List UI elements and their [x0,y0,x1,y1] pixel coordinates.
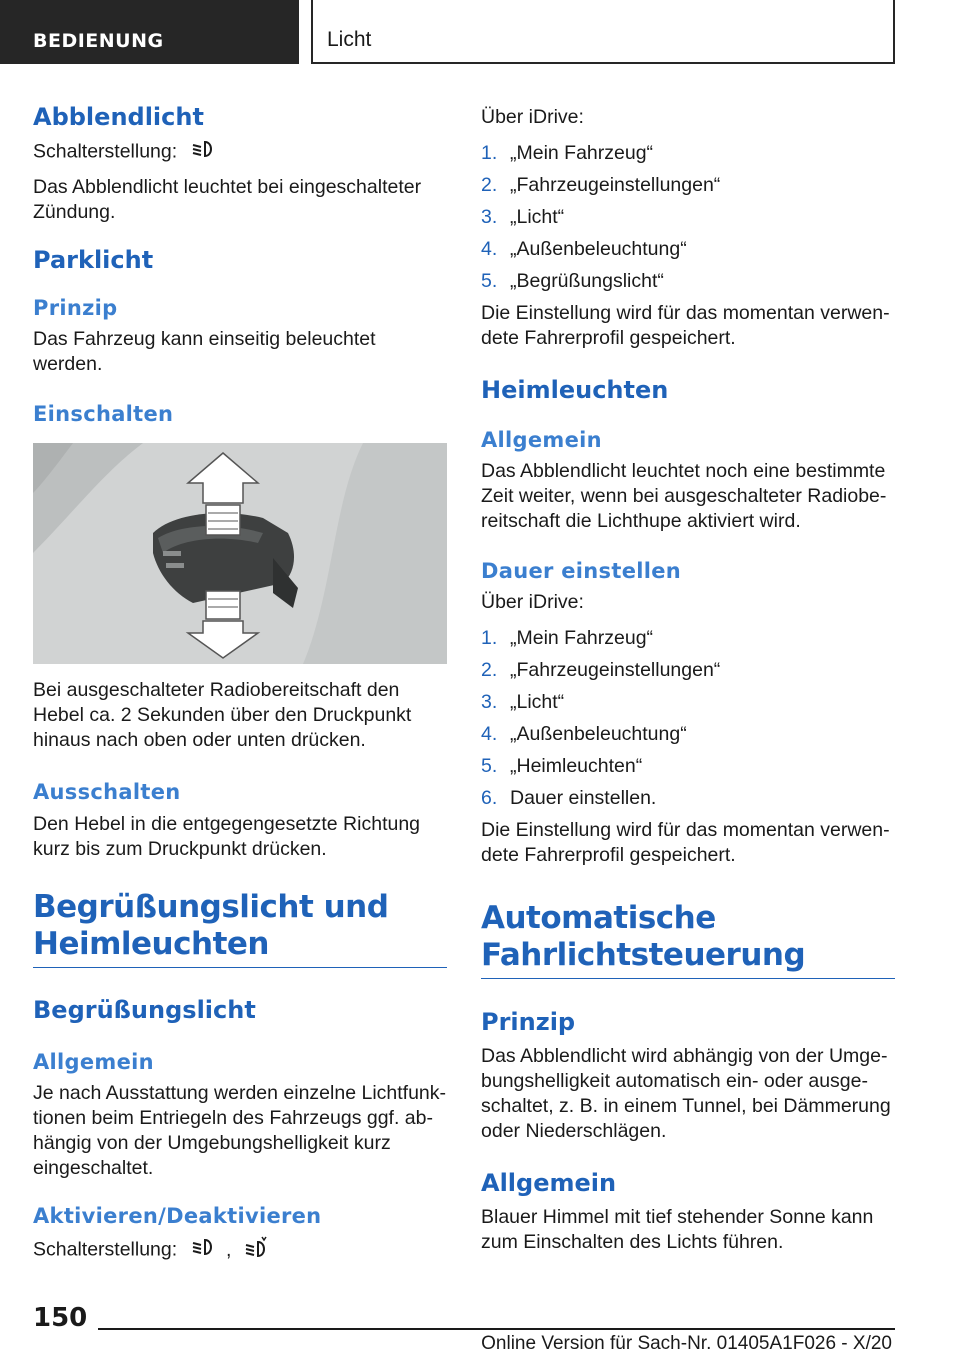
heim-steps-list [481,626,895,811]
lever-figure [33,443,447,664]
step-text: „Außenbeleuchtung“ [510,723,687,745]
step-text: „Fahrzeugeinstellungen“ [510,659,721,681]
figure-caption: Bei ausgeschalteter Radiobereitschaft den Hebel ca. 2 Sekunden über den Druckpunkt hinaus nach oben oder unten drücken. [33,679,412,751]
step-text: Dauer einstellen. [510,787,657,809]
right-column [481,100,895,1255]
step-item [481,722,895,747]
heading-abblendlicht: Abblendlicht [33,103,204,131]
heading-einschalten: Einschalten [33,402,174,426]
page-number: 150 [33,1303,88,1333]
step-text: „Heimleuchten“ [510,755,643,777]
chapter-header [311,0,895,64]
step-item [481,754,895,779]
allgemein-heim-text: Das Abblendlicht leuchtet noch eine bestimmte Zeit weiter, wenn bei ausgeschalteter Radiobereitschaft die Lichthupe aktiviert wird. [481,460,887,532]
heading-aktivieren: Aktivieren/Deaktivieren [33,1204,322,1228]
step-item [481,690,895,715]
aktivieren-switch-line: Schalterstellung: , [33,1236,447,1265]
heading-dauer: Dauer einstellen [481,559,682,583]
heading-prinzip-automatik: Prinzip [481,1008,576,1036]
step-number: 3. [481,691,498,713]
welcome-steps-list [481,141,895,294]
low-beam-icon [189,1237,217,1264]
step-text: „Licht“ [510,691,565,713]
allgemein-begruessung-text: Je nach Ausstattung werden einzelne Lichtfunktionen beim Entriegeln des Fahrzeugs ggf. abhängig von der Umgebungshelligkeit kurz eingeschaltet. [33,1082,447,1179]
step-text: „Mein Fahrzeug“ [510,627,654,649]
step-item [481,626,895,651]
step-number: 1. [481,627,498,649]
abblendlicht-text: Das Abblendlicht leuchtet bei eingeschalteter Zündung. [33,176,422,223]
step-number: 2. [481,174,498,196]
chapter-title: Licht [327,28,372,51]
heading-begruessung-heimleuchten: Begrüßungslicht und Heimleuchten [33,889,447,968]
step-item [481,141,895,166]
heading-allgemein-heim: Allgemein [481,428,602,452]
step-number: 1. [481,142,498,164]
step-number: 6. [481,787,498,809]
low-beam-icon [189,139,217,166]
step-number: 5. [481,270,498,292]
prinzip-text: Das Fahrzeug kann einseitig beleuchtet werden. [33,328,376,375]
heading-parklicht: Parklicht [33,246,154,274]
welcome-intro: Über iDrive: [481,106,584,128]
heim-outro: Die Einstellung wird für das momentan verwendete Fahrerprofil gespeichert. [481,819,890,866]
step-item [481,173,895,198]
step-text: „Fahrzeugeinstellungen“ [510,174,721,196]
heading-prinzip: Prinzip [33,296,118,320]
heading-allgemein-automatik: Allgemein [481,1169,617,1197]
dauer-intro: Über iDrive: [481,591,584,613]
heading-begruessungslicht: Begrüßungslicht [33,996,256,1024]
step-item [481,658,895,683]
automatic-headlight-icon [243,1236,271,1265]
step-item [481,205,895,230]
section-title: BEDIENUNG [33,30,164,52]
left-column [33,100,447,1265]
footer-version: Online Version für Sach-Nr. 01405A1F026 - X/20 [481,1333,892,1354]
step-number: 4. [481,238,498,260]
step-text: „Mein Fahrzeug“ [510,142,654,164]
welcome-outro: Die Einstellung wird für das momentan verwendete Fahrerprofil gespeichert. [481,302,890,349]
heading-ausschalten: Ausschalten [33,780,181,804]
step-item [481,786,895,811]
step-text: „Begrüßungslicht“ [510,270,664,292]
step-text: „Licht“ [510,206,565,228]
prinzip-automatik-text: Das Abblendlicht wird abhängig von der Umgebungshelligkeit automatisch ein- oder ausgeschaltet, z. B. in einem Tunnel, bei Dämmerung oder Niederschlägen. [481,1045,891,1142]
step-number: 3. [481,206,498,228]
step-text: „Außenbeleuchtung“ [510,238,687,260]
step-number: 4. [481,723,498,745]
step-item [481,237,895,262]
heading-heimleuchten: Heimleuchten [481,376,669,404]
step-number: 5. [481,755,498,777]
abblendlicht-switch-line: Schalterstellung: [33,139,447,166]
section-header [0,0,299,64]
heading-automatik: Automatische Fahrlichtsteuerung [481,900,895,979]
step-number: 2. [481,659,498,681]
ausschalten-text: Den Hebel in die entgegengesetzte Richtung kurz bis zum Druckpunkt drücken. [33,813,421,860]
step-item [481,269,895,294]
heading-allgemein-begruessung: Allgemein [33,1050,154,1074]
allgemein-automatik-text: Blauer Himmel mit tief stehender Sonne kann zum Einschalten des Lichts führen. [481,1206,874,1253]
footer-divider [98,1328,895,1330]
